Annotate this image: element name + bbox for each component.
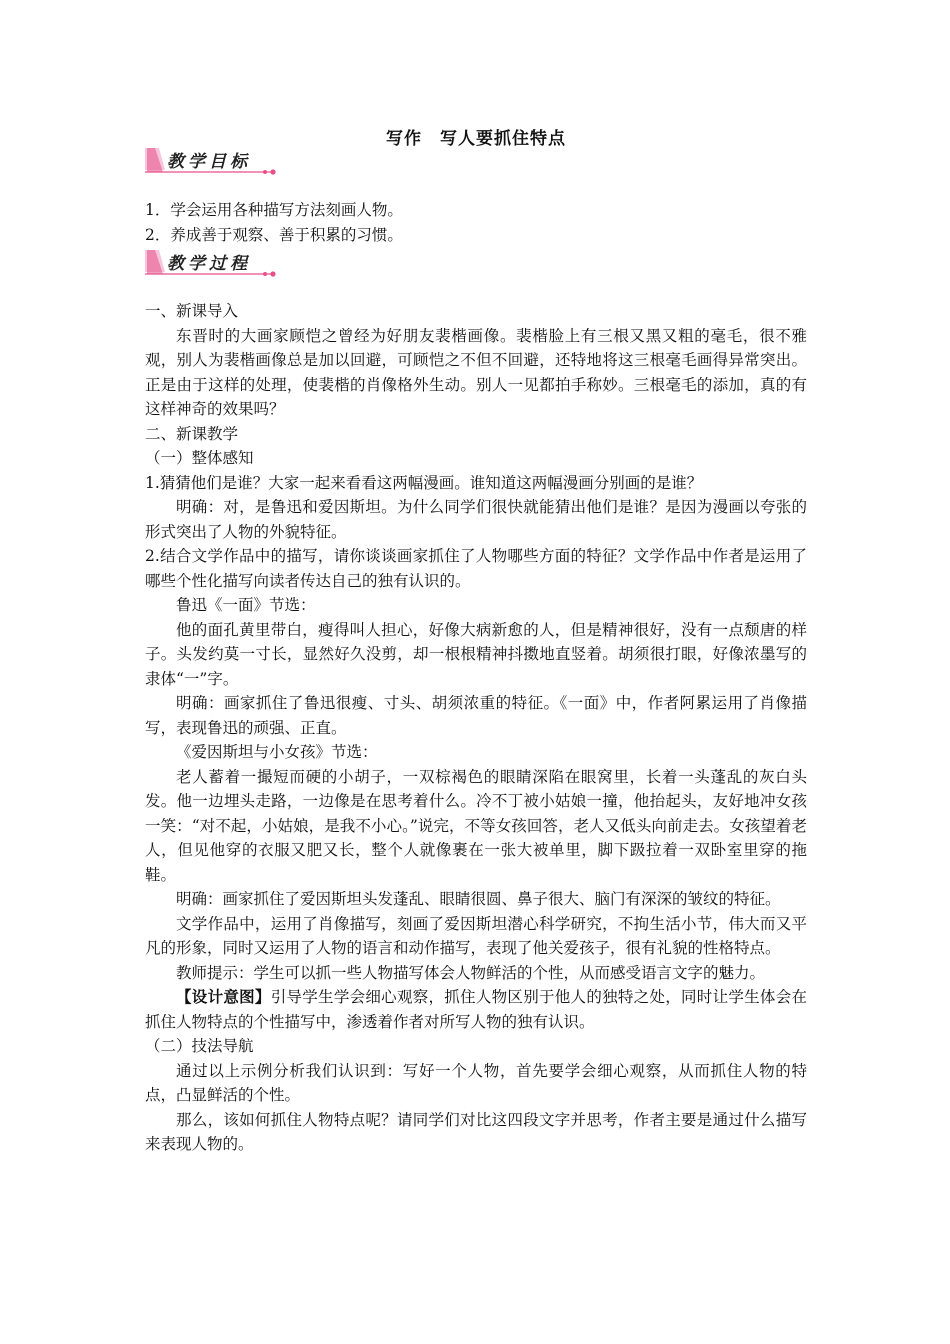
paragraph-nav-1: 通过以上示例分析我们认识到：写好一个人物，首先要学会细心观察，从而抓住人物的特点，凸显鲜活的个性。 — [145, 1061, 807, 1104]
section-banner-goals — [145, 146, 285, 178]
paragraph-literature: 文学作品中，运用了肖像描写，刻画了爱因斯坦潜心科学研究，不拘生活小节，伟大而又平凡的形象，同时又运用了人物的语言和动作描写，表现了他关爱孩子，很有礼貌的性格特点。 — [145, 914, 807, 957]
question-1: 1.猜猜他们是谁？大家一起来看看这两幅漫画。谁知道这两幅漫画分别画的是谁？ — [145, 473, 703, 492]
paragraph-intro: 东晋时的大画家顾恺之曾经为好朋友裴楷画像。裴楷脸上有三根又黑又粗的毫毛，很不雅观，别人为裴楷画像总是加以回避，可顾恺之不但不回避，还特地将这三根毫毛画得异常突出。正是由于这样的处理，使裴楷的肖像格外生动。别人一见都拍手称妙。三根毫毛的添加，真的有这样神奇的效果吗？ — [145, 326, 807, 418]
main-body — [145, 299, 807, 1157]
answer-2: 明确：画家抓住了鲁迅很瘦、寸头、胡须浓重的特征。《一面》中，作者阿累运用了肖像描写，表现鲁迅的顽强、正直。 — [145, 694, 807, 737]
paragraph-nav-2: 那么，该如何抓住人物特点呢？请同学们对比这四段文字并思考，作者主要是通过什么描写来表现人物的。 — [145, 1110, 807, 1153]
subsection-heading: （二）技法导航 — [145, 1037, 254, 1055]
design-intent — [145, 985, 807, 1034]
excerpt-2: 老人蓄着一撮短而硬的小胡子，一双棕褐色的眼睛深陷在眼窝里，长着一头蓬乱的灰白头发。他一边埋头走路，一边像是在思考着什么。冷不丁被小姑娘一撞，他抬起头，友好地冲女孩一笑：“对不起，小姑娘，是我不小心。”说完，不等女孩回答，老人又低头向前走去。女孩望着老人，但见他穿的衣服又肥又长，整个人就像裹在一张大被单里，脚下趿拉着一双卧室里穿的拖鞋。 — [145, 767, 807, 884]
excerpt-source-1: 鲁迅《一面》节选： — [176, 596, 316, 614]
excerpt-1: 他的面孔黄里带白，瘦得叫人担心，好像大病新愈的人，但是精神很好，没有一点颓唐的样子。头发约莫一寸长，显然好久没剪，却一根根精神抖擞地直竖着。胡须很打眼，好像浓墨写的隶体“一”字。 — [145, 620, 807, 688]
goals-list — [145, 198, 807, 247]
answer-1: 明确：对，是鲁迅和爱因斯坦。为什么同学们很快就能猜出他们是谁？是因为漫画以夸张的形式突出了人物的外貌特征。 — [145, 498, 807, 541]
teacher-tip: 教师提示：学生可以抓一些人物描写体会人物鲜活的个性，从而感受语言文字的魅力。 — [176, 963, 766, 982]
goal-item: 2．养成善于观察、善于积累的习惯。 — [145, 225, 403, 244]
subsection-heading: （一）整体感知 — [145, 449, 254, 467]
banner-goals-label: 教学目标 — [167, 152, 251, 172]
goal-item: 1．学会运用各种描写方法刻画人物。 — [145, 201, 403, 219]
design-intent-text: 引导学生学会细心观察，抓住人物区别于他人的独特之处，同时让学生体会在抓住人物特点的个性描写中，渗透着作者对所写人物的独有认识。 — [145, 988, 807, 1031]
section-heading: 二、新课教学 — [145, 424, 239, 443]
design-intent-label: 【设计意图】 — [176, 987, 271, 1006]
banner-process-label: 教学过程 — [167, 254, 251, 274]
page-title: 写作 写人要抓住特点 — [386, 129, 566, 149]
section-heading: 一、新课导入 — [145, 302, 239, 320]
section-banner-process — [145, 248, 285, 280]
question-2: 2.结合文学作品中的描写，请你谈谈画家抓住了人物哪些方面的特征？文学作品中作者是运用了哪些个性化描写向读者传达自己的独有认识的。 — [145, 547, 807, 590]
answer-3: 明确：画家抓住了爱因斯坦头发蓬乱、眼睛很圆、鼻子很大、脑门有深深的皱纹的特征。 — [176, 890, 781, 908]
excerpt-source-2: 《爱因斯坦与小女孩》节选： — [176, 743, 378, 761]
